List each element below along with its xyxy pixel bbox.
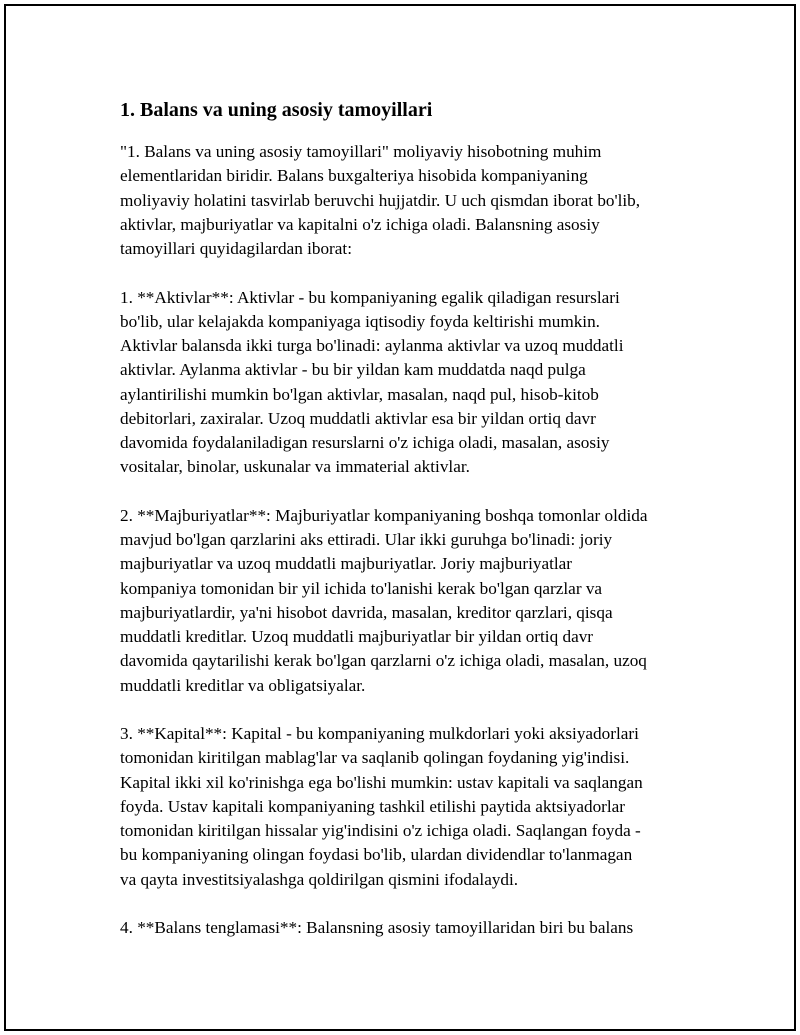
document-title: 1. Balans va uning asosiy tamoyillari (120, 99, 433, 121)
text-line: aktivlar, majburiyatlar va kapitalni o'z ichiga oladi. Balansning asosiy (120, 214, 600, 234)
text-line: tomonidan kiritilgan mablag'lar va saqlanib qolingan foydaning yig'indisi. (120, 748, 630, 768)
text-line: muddatli kreditlar va obligatsiyalar. (120, 675, 366, 695)
text-line: mavjud bo'lgan qarzlarini aks ettiradi. Ular ikki guruhga bo'linadi: joriy (120, 530, 613, 549)
document-content (120, 96, 700, 965)
text-line: debitorlari, zaxiralar. Uzoq muddatli aktivlar esa bir yildan ortiq davr (120, 408, 596, 428)
text-line: moliyaviy holatini tasvirlab beruvchi hujjatdir. U uch qismdan iborat bo'lib, (120, 190, 641, 210)
text-line: davomida foydalaniladigan resurslarni o'z ichiga oladi, masalan, asosiy (120, 433, 610, 452)
text-line: majburiyatlar va uzoq muddatli majburiyatlar. Joriy majburiyatlar (120, 554, 572, 574)
text-line: Aktivlar balansda ikki turga bo'linadi: aylanma aktivlar va uzoq muddatli (120, 336, 624, 355)
text-line: muddatli kreditlar. Uzoq muddatli majburiyatlar bir yildan ortiq davr (120, 627, 594, 646)
paragraph-kapital (120, 722, 700, 892)
paragraph-intro (120, 140, 700, 261)
text-line: "1. Balans va uning asosiy tamoyillari" moliyaviy hisobotning muhim (120, 142, 602, 161)
text-line: 4. **Balans tenglamasi**: Balansning asosiy tamoyillaridan biri bu balans (120, 918, 634, 937)
text-line: majburiyatlardir, ya'ni hisobot davrida, masalan, kreditor qarzlari, qisqa (120, 602, 613, 622)
text-line: aylantirilishi mumkin bo'lgan aktivlar, masalan, naqd pul, hisob-kitob (120, 384, 599, 404)
text-line: tomonidan kiritilgan hissalar yig'indisini o'z ichiga oladi. Saqlangan foyda - (120, 821, 641, 840)
text-line: tamoyillari quyidagilardan iborat: (120, 239, 352, 258)
text-line: elementlaridan biridir. Balans buxgalteriya hisobida kompaniyaning (120, 166, 588, 186)
document-page (4, 4, 796, 1031)
text-line: 1. **Aktivlar**: Aktivlar - bu kompaniyaning egalik qiladigan resurslari (120, 287, 620, 307)
text-line: foyda. Ustav kapitali kompaniyaning tashkil etilishi paytida aktsiyadorlar (120, 796, 626, 816)
text-line: Kapital ikki xil ko'rinishga ega bo'lishi mumkin: ustav kapitali va saqlangan (120, 772, 643, 792)
paragraph-aktivlar (120, 286, 700, 480)
text-line: bu kompaniyaning olingan foydasi bo'lib, ulardan dividendlar to'lanmagan (120, 845, 633, 865)
text-line: aktivlar. Aylanma aktivlar - bu bir yildan kam muddatda naqd pulga (120, 360, 586, 380)
text-line: kompaniya tomonidan bir yil ichida to'lanishi kerak bo'lgan qarzlar va (120, 578, 603, 598)
text-line: 3. **Kapital**: Kapital - bu kompaniyaning mulkdorlari yoki aksiyadorlari (120, 724, 639, 743)
text-line: 2. **Majburiyatlar**: Majburiyatlar kompaniyaning boshqa tomonlar oldida (120, 505, 648, 525)
text-line: bo'lib, ular kelajakda kompaniyaga iqtisodiy foyda keltirishi mumkin. (120, 311, 600, 331)
paragraph-balans-tenglamasi (120, 916, 700, 940)
text-line: vositalar, binolar, uskunalar va immaterial aktivlar. (120, 457, 470, 477)
paragraph-majburiyatlar (120, 504, 700, 698)
text-line: davomida qaytarilishi kerak bo'lgan qarzlarni o'z ichiga oladi, masalan, uzoq (120, 651, 647, 671)
text-line: va qayta investitsiyalashga qoldirilgan qismini ifodalaydi. (120, 869, 519, 889)
